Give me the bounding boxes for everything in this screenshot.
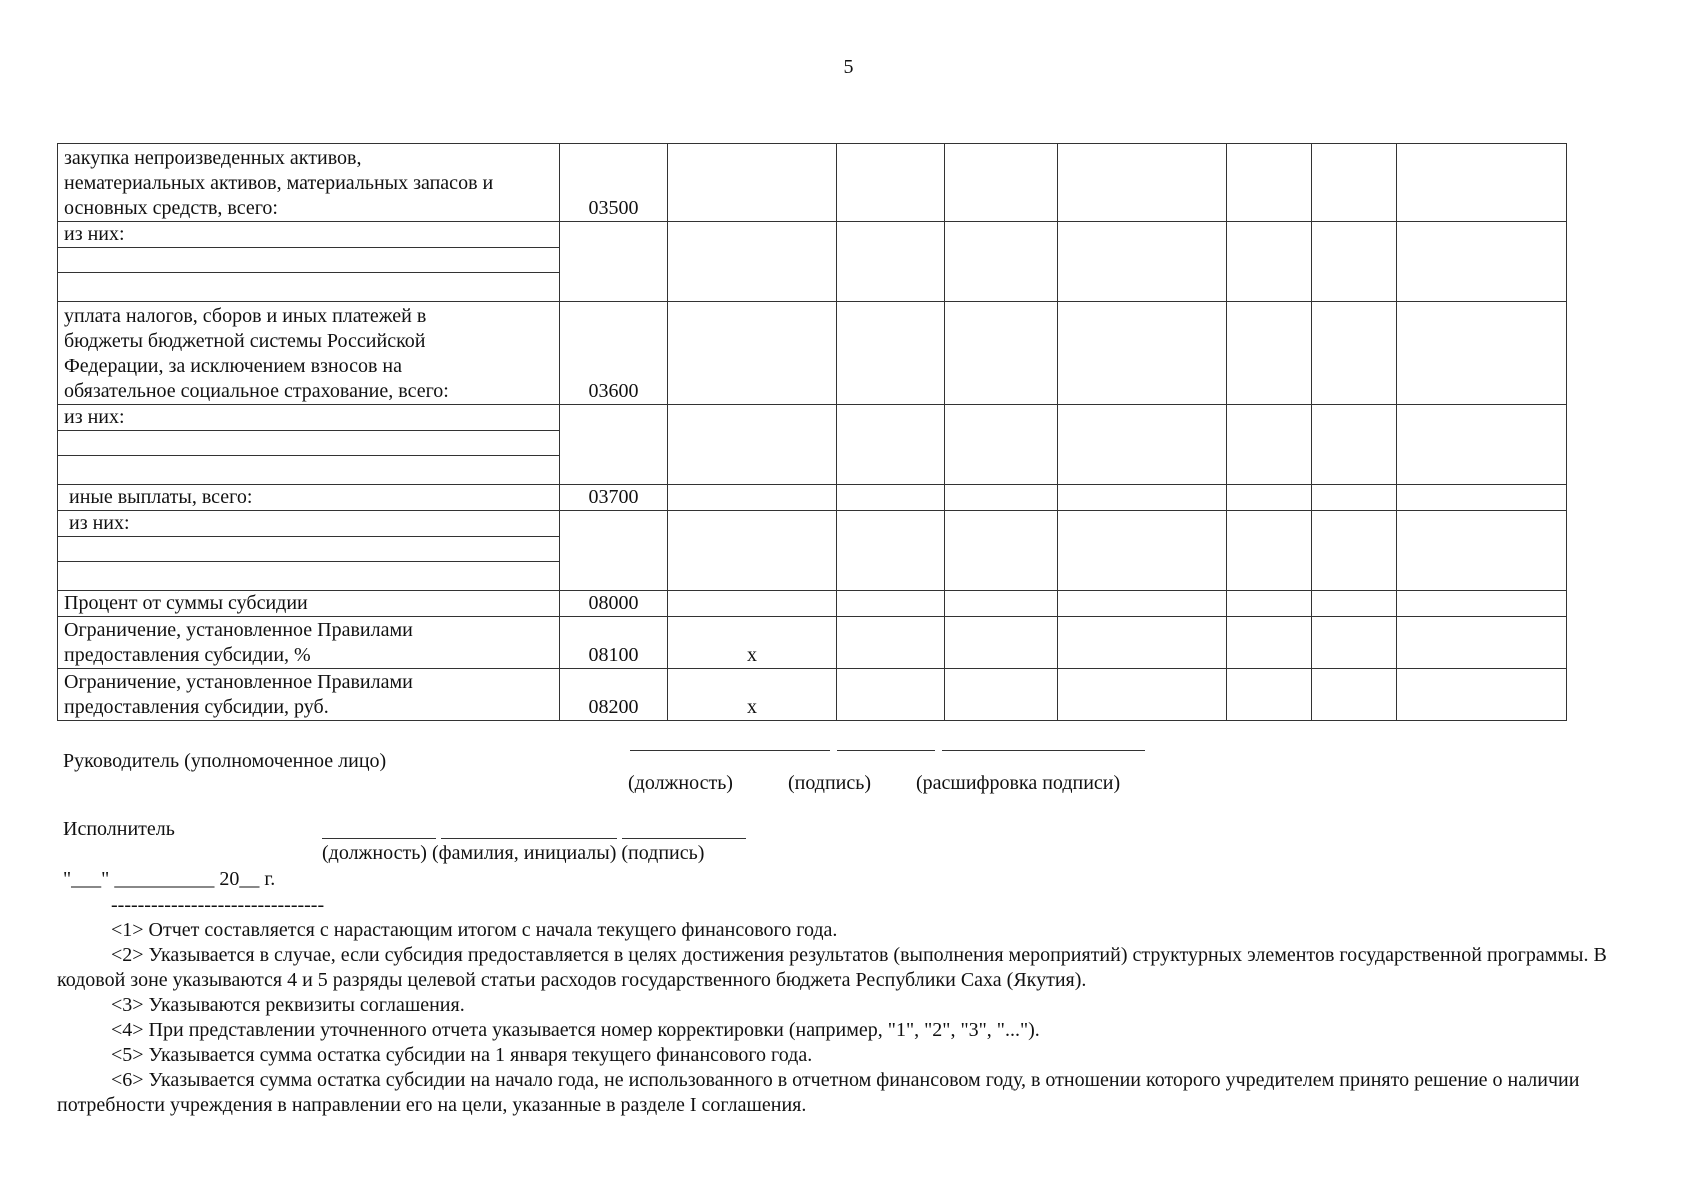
row-value-cell [1312, 669, 1397, 721]
row-value-cell [1058, 669, 1227, 721]
row-value-cell [837, 222, 945, 302]
row-value-cell [837, 591, 945, 617]
table-row [58, 405, 1567, 485]
row-value-cell: x [668, 669, 837, 721]
row-label [58, 302, 560, 405]
row-label-line: предоставления субсидии, % [64, 644, 311, 666]
row-label-line: Ограничение, установленное Правилами [64, 671, 413, 693]
executor-label: Исполнитель [63, 818, 175, 840]
footnote-5: <5> Указывается сумма остатка субсидии на 1 января текущего финансового года. [111, 1044, 813, 1066]
footnotes [57, 918, 1652, 1118]
row-value-cell [1397, 511, 1567, 591]
row-value-cell [1227, 669, 1312, 721]
executor-signature-line [622, 838, 746, 839]
sub-row-divider [58, 247, 559, 272]
row-value-cell [1397, 591, 1567, 617]
executor-name-line [441, 838, 617, 839]
row-value-cell [1397, 222, 1567, 302]
row-value-cell [1058, 511, 1227, 591]
head-decoding-line [942, 750, 1145, 751]
row-value-cell [1227, 405, 1312, 485]
row-label-line: из них: [64, 512, 130, 534]
row-code [560, 405, 668, 485]
sub-row-divider [58, 430, 559, 455]
row-value-cell [1058, 617, 1227, 669]
sub-row-divider [58, 561, 559, 586]
footnote-separator: -------------------------------- [111, 894, 325, 916]
row-label [58, 405, 560, 485]
row-value-cell [1397, 669, 1567, 721]
row-code [560, 511, 668, 591]
table-row [58, 302, 1567, 405]
footnote-6: <6> Указывается сумма остатка субсидии на начало года, не использованного в отчетном финансовом году, в отношении которого учредителем принято решение о наличии потребности учреждения в направлении его на цели, указанные в разделе I соглашения. [57, 1069, 1580, 1116]
footnote-3: <3> Указываются реквизиты соглашения. [111, 994, 465, 1016]
row-value-cell [668, 302, 837, 405]
row-value-cell [945, 302, 1058, 405]
row-code: 08200 [560, 669, 668, 721]
row-value-cell [1058, 405, 1227, 485]
row-value-cell [1227, 222, 1312, 302]
row-label [58, 222, 560, 302]
row-value-cell [1227, 617, 1312, 669]
row-value-cell [945, 222, 1058, 302]
row-value-cell [837, 669, 945, 721]
table-row [58, 669, 1567, 721]
footnote-2: <2> Указывается в случае, если субсидия предоставляется в целях достижения результатов (выполнения мероприятий) структурных элементов государственной программы. В кодовой зоне указываются 4 и 5 разряды целевой статьи расходов государственного бюджета Республики Саха (Якутия). [57, 944, 1607, 991]
sub-row-divider [58, 536, 559, 561]
row-label-line: Ограничение, установленное Правилами [64, 619, 413, 641]
row-value-cell [1312, 511, 1397, 591]
head-position-caption: (должность) [628, 772, 733, 794]
row-value-cell [837, 405, 945, 485]
row-value-cell [1227, 591, 1312, 617]
sub-row-divider [58, 272, 559, 297]
row-value-cell [1058, 485, 1227, 511]
head-decoding-caption: (расшифровка подписи) [916, 772, 1121, 794]
sub-row-divider [58, 455, 559, 480]
row-value-cell [1312, 617, 1397, 669]
row-label-line: Федерации, за исключением взносов на [64, 355, 403, 377]
row-value-cell [837, 617, 945, 669]
row-label [58, 669, 560, 721]
footnote-4: <4> При представлении уточненного отчета указывается номер корректировки (например, "1", "2", "3", "..."). [111, 1019, 1040, 1041]
table-row [58, 511, 1567, 591]
row-label-line: иные выплаты, всего: [64, 486, 253, 508]
row-value-cell [945, 669, 1058, 721]
table-row [58, 222, 1567, 302]
row-value-cell [945, 405, 1058, 485]
row-value-cell [1227, 302, 1312, 405]
row-value-cell [1058, 144, 1227, 222]
row-value-cell [1397, 302, 1567, 405]
page-number: 5 [843, 56, 854, 78]
row-value-cell [837, 511, 945, 591]
row-code [560, 222, 668, 302]
row-label-line: уплата налогов, сборов и иных платежей в [64, 305, 427, 327]
row-label-line: из них: [64, 223, 125, 245]
row-code: 03700 [560, 485, 668, 511]
row-value-cell: x [668, 617, 837, 669]
row-value-cell [1312, 222, 1397, 302]
executor-caption: (должность) (фамилия, инициалы) (подпись) [322, 842, 705, 864]
row-label [58, 511, 560, 591]
row-label [58, 617, 560, 669]
executor-position-line [322, 838, 436, 839]
row-value-cell [668, 591, 837, 617]
row-label-line: предоставления субсидии, руб. [64, 696, 329, 718]
row-label-line: бюджеты бюджетной системы Российской [64, 330, 426, 352]
row-value-cell [668, 485, 837, 511]
row-value-cell [668, 222, 837, 302]
row-code: 08100 [560, 617, 668, 669]
row-value-cell [945, 617, 1058, 669]
row-label-line: обязательное социальное страхование, всего: [64, 380, 449, 402]
row-value-cell [1312, 144, 1397, 222]
row-label-line: нематериальных активов, материальных запасов и [64, 172, 494, 194]
row-value-cell [1058, 302, 1227, 405]
head-signature-caption: (подпись) [788, 772, 872, 794]
row-value-cell [1227, 485, 1312, 511]
row-label [58, 485, 560, 511]
head-signature-line [837, 750, 935, 751]
row-code: 03600 [560, 302, 668, 405]
table-row [58, 485, 1567, 511]
row-label-line: основных средств, всего: [64, 197, 278, 219]
row-value-cell [1227, 144, 1312, 222]
row-value-cell [1227, 511, 1312, 591]
row-label [58, 591, 560, 617]
table-row [58, 591, 1567, 617]
row-value-cell [1397, 144, 1567, 222]
row-value-cell [837, 485, 945, 511]
report-table [57, 143, 1567, 721]
date-line: "___" __________ 20__ г. [63, 868, 276, 890]
row-value-cell [1058, 591, 1227, 617]
row-value-cell [945, 591, 1058, 617]
row-value-cell [945, 511, 1058, 591]
row-value-cell [1312, 485, 1397, 511]
row-value-cell [1397, 617, 1567, 669]
row-label-line: Процент от суммы субсидии [64, 592, 308, 614]
row-value-cell [945, 144, 1058, 222]
row-value-cell [1397, 405, 1567, 485]
table-row [58, 144, 1567, 222]
footnote-1: <1> Отчет составляется с нарастающим итогом с начала текущего финансового года. [111, 919, 838, 941]
row-label-line: из них: [64, 406, 125, 428]
row-value-cell [1058, 222, 1227, 302]
row-value-cell [1312, 591, 1397, 617]
row-value-cell [1397, 485, 1567, 511]
row-value-cell [668, 511, 837, 591]
head-label: Руководитель (уполномоченное лицо) [63, 750, 387, 772]
row-value-cell [837, 144, 945, 222]
row-value-cell [1312, 302, 1397, 405]
row-code: 03500 [560, 144, 668, 222]
row-value-cell [1312, 405, 1397, 485]
table-row [58, 617, 1567, 669]
row-value-cell [668, 144, 837, 222]
row-value-cell [668, 405, 837, 485]
row-value-cell [945, 485, 1058, 511]
row-code: 08000 [560, 591, 668, 617]
head-position-line [630, 750, 830, 751]
row-label [58, 144, 560, 222]
row-label-line: закупка непроизведенных активов, [64, 147, 362, 169]
row-value-cell [837, 302, 945, 405]
